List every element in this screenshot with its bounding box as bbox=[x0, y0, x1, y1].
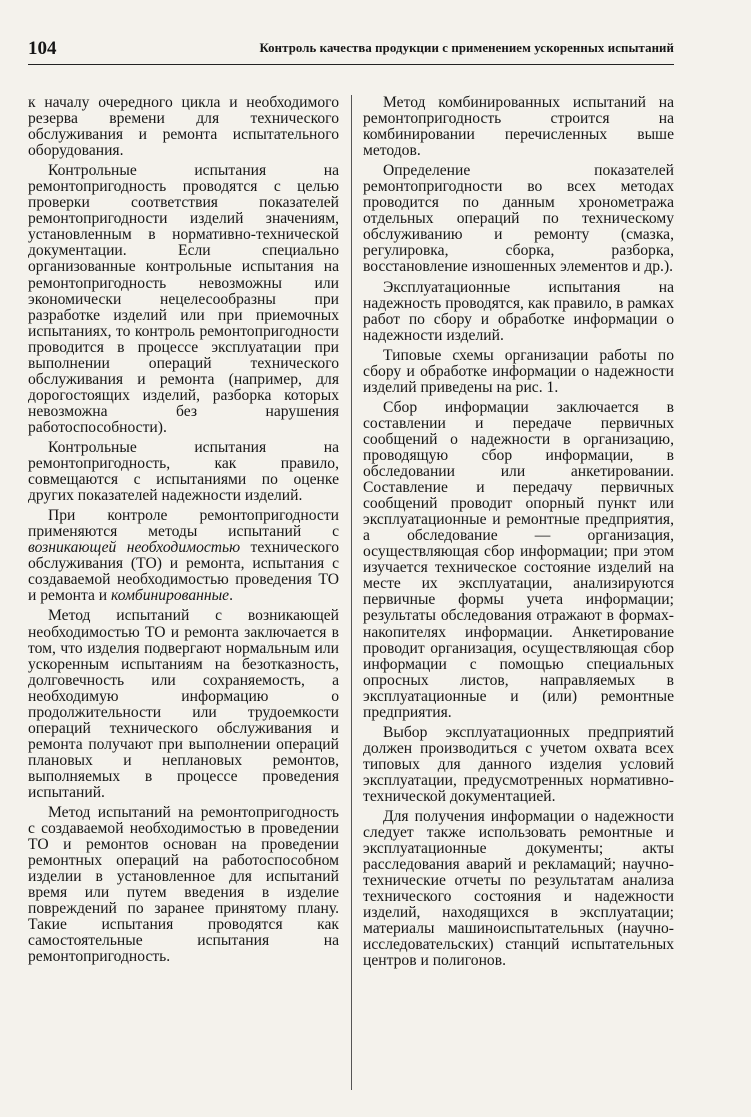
paragraph: Контрольные испытания на ремонтопригодность проводятся с целью проверки соответствия показателей ремонтопригодности изделий значениям, установленным в нормативно-технической документации. Если специально организованные контрольные испытания на ремонтопригодность невозможны или экономически нецелесообразны при разработке изделий или при приемочных испытаниях, то контроль ремонтопригодности проводится в процессе эксплуатации при выполнении операций технического обслуживания и ремонта (например, для дорогостоящих изделий, разборка которых невозможна без нарушения работоспособности). bbox=[28, 162, 339, 436]
paragraph: Выбор эксплуатационных предприятий должен производиться с учетом охвата всех типовых для данного изделия условий эксплуатации, предусмотренных нормативно-технической документацией. bbox=[363, 723, 674, 805]
paragraph: Контрольные испытания на ремонтопригодность, как правило, совмещаются с испытаниями по оценке других показателей надежности изделий. bbox=[28, 438, 339, 505]
paragraph: Метод комбинированных испытаний на ремонтопригодность строится на комбинировании перечисленных выше методов. bbox=[363, 95, 674, 160]
column-divider bbox=[351, 95, 352, 1090]
left-column bbox=[28, 95, 339, 1095]
text-run: При контроле ремонтопригодности применяются методы испытаний с bbox=[28, 507, 339, 541]
paragraph: Сбор информации заключается в составлении и передаче первичных сообщений о надежности в организацию, проводящую сбор информации, в обследовании или анкетировании. Составление и передачу первичных сообщений проводит опорный пункт или эксплуатационные и ремонтные предприятия, а обследование — организация, осуществляющая сбор информации; при этом изучается техническое состояние изделий на месте их эксплуатации, анализируются первичные формы учета информации; результаты обследования отражают в формах-накопителях информации. Анкетирование проводит организация, осуществляющая сбор информации с помощью специальных опросных листов, направляемых в эксплуатационные и (или) ремонтные предприятия. bbox=[363, 398, 674, 721]
text-run: . bbox=[229, 587, 233, 605]
paragraph: Эксплуатационные испытания на надежность проводятся, как правило, в рамках работ по сбору и обработке информации о надежности изделий. bbox=[363, 278, 674, 344]
right-column bbox=[363, 95, 674, 1095]
paragraph bbox=[28, 508, 339, 604]
paragraph: Метод испытаний на ремонтопригодность с создаваемой необходимостью в проведении ТО и ремонтов основан на проведении ремонтных операций на работоспособном изделии в установленное для испытаний время или путем введения в изделие повреждений по заранее принятому плану. Такие испытания проводятся как самостоятельные испытания на ремонтопригодность. bbox=[28, 804, 339, 966]
page-header bbox=[28, 38, 674, 65]
running-title: Контроль качества продукции с применением ускоренных испытаний bbox=[259, 41, 674, 55]
paragraph: Метод испытаний с возникающей необходимостью ТО и ремонта заключается в том, что изделия подвергают нормальным или ускоренным испытаниям на безотказность, долговечность или сохраняемость, а необходимую информацию о продолжительности или трудоемкости операций технического обслуживания и ремонта получают при выполнении операций плановых и неплановых ремонтов, выполняемых в процессе проведения испытаний. bbox=[28, 607, 339, 801]
paragraph: Определение показателей ремонтопригодности во всех методах проводится по данным хронометража отдельных операций по техническому обслуживанию и ремонту (смазка, регулировка, сборка, разборка, восстановление изношенных элементов и др.). bbox=[363, 162, 674, 276]
paragraph: Типовые схемы организации работы по сбору и обработке информации о надежности изделий приведены на рис. 1. bbox=[363, 346, 674, 396]
paragraph: к началу очередного цикла и необходимого резерва времени для технического обслуживания и ремонта испытательного оборудования. bbox=[28, 95, 339, 160]
italic-term: возникающей необходимостью bbox=[28, 539, 241, 557]
paragraph: Для получения информации о надежности следует также использовать ремонтные и эксплуатационные документы; акты расследования аварий и рекламаций; научно-технические отчеты по результатам анализа технического состояния и надежности изделий, находящихся в эксплуатации; материалы машиноиспытательных (научно-исследовательских) станций испытательных центров и полигонов. bbox=[363, 808, 674, 970]
page-number: 104 bbox=[28, 38, 57, 59]
text-run: технического обслуживания (ТО) и ремонта, испытания с создаваемой необходимостью проведения ТО и ремонта и bbox=[28, 539, 339, 605]
italic-term: комбинированные bbox=[111, 587, 230, 605]
